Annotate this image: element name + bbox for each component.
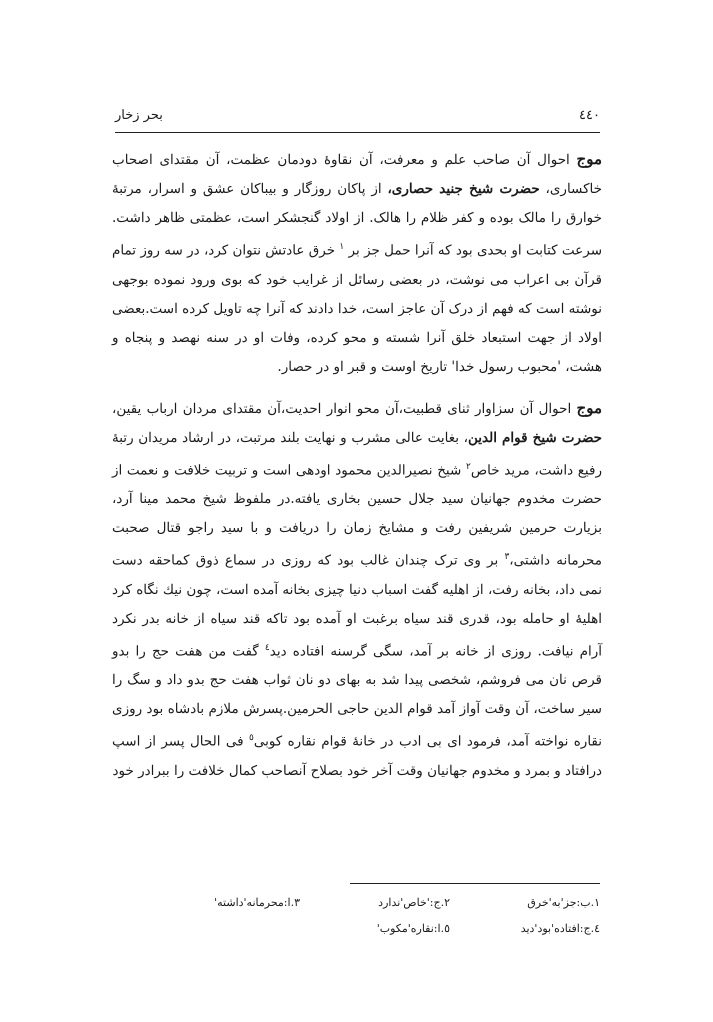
footnote: ٢.ج:'خاص'ندارد xyxy=(378,896,450,909)
paragraph-1 xyxy=(112,145,602,382)
footnote: ١.ب:جز'به'خرق xyxy=(527,896,600,909)
footnote: ٣.ا:محرمانه'داشته' xyxy=(214,896,300,909)
paragraph-text: ، بغایت عالی مشرب و نهایت بلند مرتبت، در ارشاد مریدان رتبۀ رفیع داشت، مرید خاص xyxy=(112,429,602,478)
paragraph-text: بر وی ترک چندان غالب بود که روزی در سماع ذوق کماحقه دست نمی داد، بخانه رفت، از اهلیه گفت اسباب دنیا چیزی بخانه آمده است، چون نیك نگاه کرد اهلیۀ او حامله بود، قدری قند سیاه برغبت او آمده بود تاکه قند سیاه از خانه بدر نکرد آرام نیافت. روزی از خانه بر آمد، سگی گرسنه افتاده دید xyxy=(112,552,602,659)
footnote-ref: ١ xyxy=(339,242,345,252)
paragraph-text: شیخ نصیرالدین محمود اودهی است و تربیت خلافت و نعمت از حضرت مخدوم جهانیان سید جلال حسین بخاری یافته.در ملفوظ شیخ محمد مینا آرد، بزیارت حرمین شریفین رفت و مشایخ زمان را دریافت و با سید راجو قتال صحبت محرمانه داشتی، xyxy=(112,462,602,569)
paragraph-text: خرق عادتش نتوان کرد، در سه روز تمام قرآن بی اعراب می نوشت، در بعضی رسائل از غرایب خود که بوی ورود نموده بوجهی نوشته است که فهم از درک آن عاجز است، خدا دادند که آنرا چه تاویل کرده است.بعضی اولاد از جهت استبعاد خلق آنرا شسته و محو کرده، وفات او در سنه نهصد و پنجاه و هشت، 'محبوب رسول خدا' تاریخ اوست و قبر او در حصار. xyxy=(112,242,602,375)
paragraph-heading: موج xyxy=(576,150,602,168)
footnotes xyxy=(150,890,600,942)
person-name: حضرت شیخ جنید حصاری، xyxy=(387,181,540,197)
paragraph-text: احوال آن صاحب علم و معرفت، آن نقاوۀ دودمان عظمت، آن مقتدای اصحاب خاکساری، xyxy=(112,152,602,197)
paragraph-text: فی الحال پسر از اسپ درافتاد و بمرد و مخدوم جهانیان وقت آخر خود بصلاح آنصاحب کمال خلافت را ببرادر خود xyxy=(112,733,602,779)
running-title: بحر زخار xyxy=(115,108,163,123)
paragraph-2 xyxy=(112,394,602,786)
page-number: ٤٤٠ xyxy=(579,108,600,123)
paragraph-heading: موج xyxy=(576,398,602,417)
header-divider xyxy=(115,132,600,133)
footnote: ٤.ج:افتاده'بود'دید xyxy=(520,922,600,935)
footnote-row xyxy=(150,916,600,942)
person-name: حضرت شیخ قوام الدین xyxy=(468,429,602,446)
footnote-row xyxy=(150,890,600,916)
footnote-ref: ٤ xyxy=(264,642,270,653)
footnote: ٥.ا:نقاره'مکوب' xyxy=(376,922,450,935)
paragraph-text: احوال آن سزاوار ثنای قطبیت،آن محو انوار احدیت،آن مقتدای مردان ارباب یقین، xyxy=(112,400,572,417)
footnote-ref: ٥ xyxy=(248,733,254,743)
footnote-divider xyxy=(350,883,600,884)
footnote-ref: ٣ xyxy=(504,552,510,562)
paragraph-text: گفت من هفت حج را بدو قرص نان می فروشم، شخصی پیدا شد به بهای دو نان ثواب هفت حج بدو داد و سگ را سیر ساخت، آن وقت آواز آمد قوام الدین حاجی الحرمین.پسرش ملازم بادشاه بود روزی نقاره نواخته آمد، فرمود ای بی ادب در خانۀ قوام نقاره کوبی xyxy=(112,643,603,750)
paragraph-text: از پاکان روزگار و بیباکان عشق و اسرار، مرتبۀ خوارق را مالک بوده و کفر ظلام را هالک. از اولاد گنجشکر است، عظمتی ظاهر داشت. سرعت کتابت او بحدی بود که آنرا حمل جز بر xyxy=(112,181,603,259)
footnote-ref: ٢ xyxy=(465,461,471,472)
main-text xyxy=(112,145,602,786)
running-header xyxy=(115,108,600,130)
